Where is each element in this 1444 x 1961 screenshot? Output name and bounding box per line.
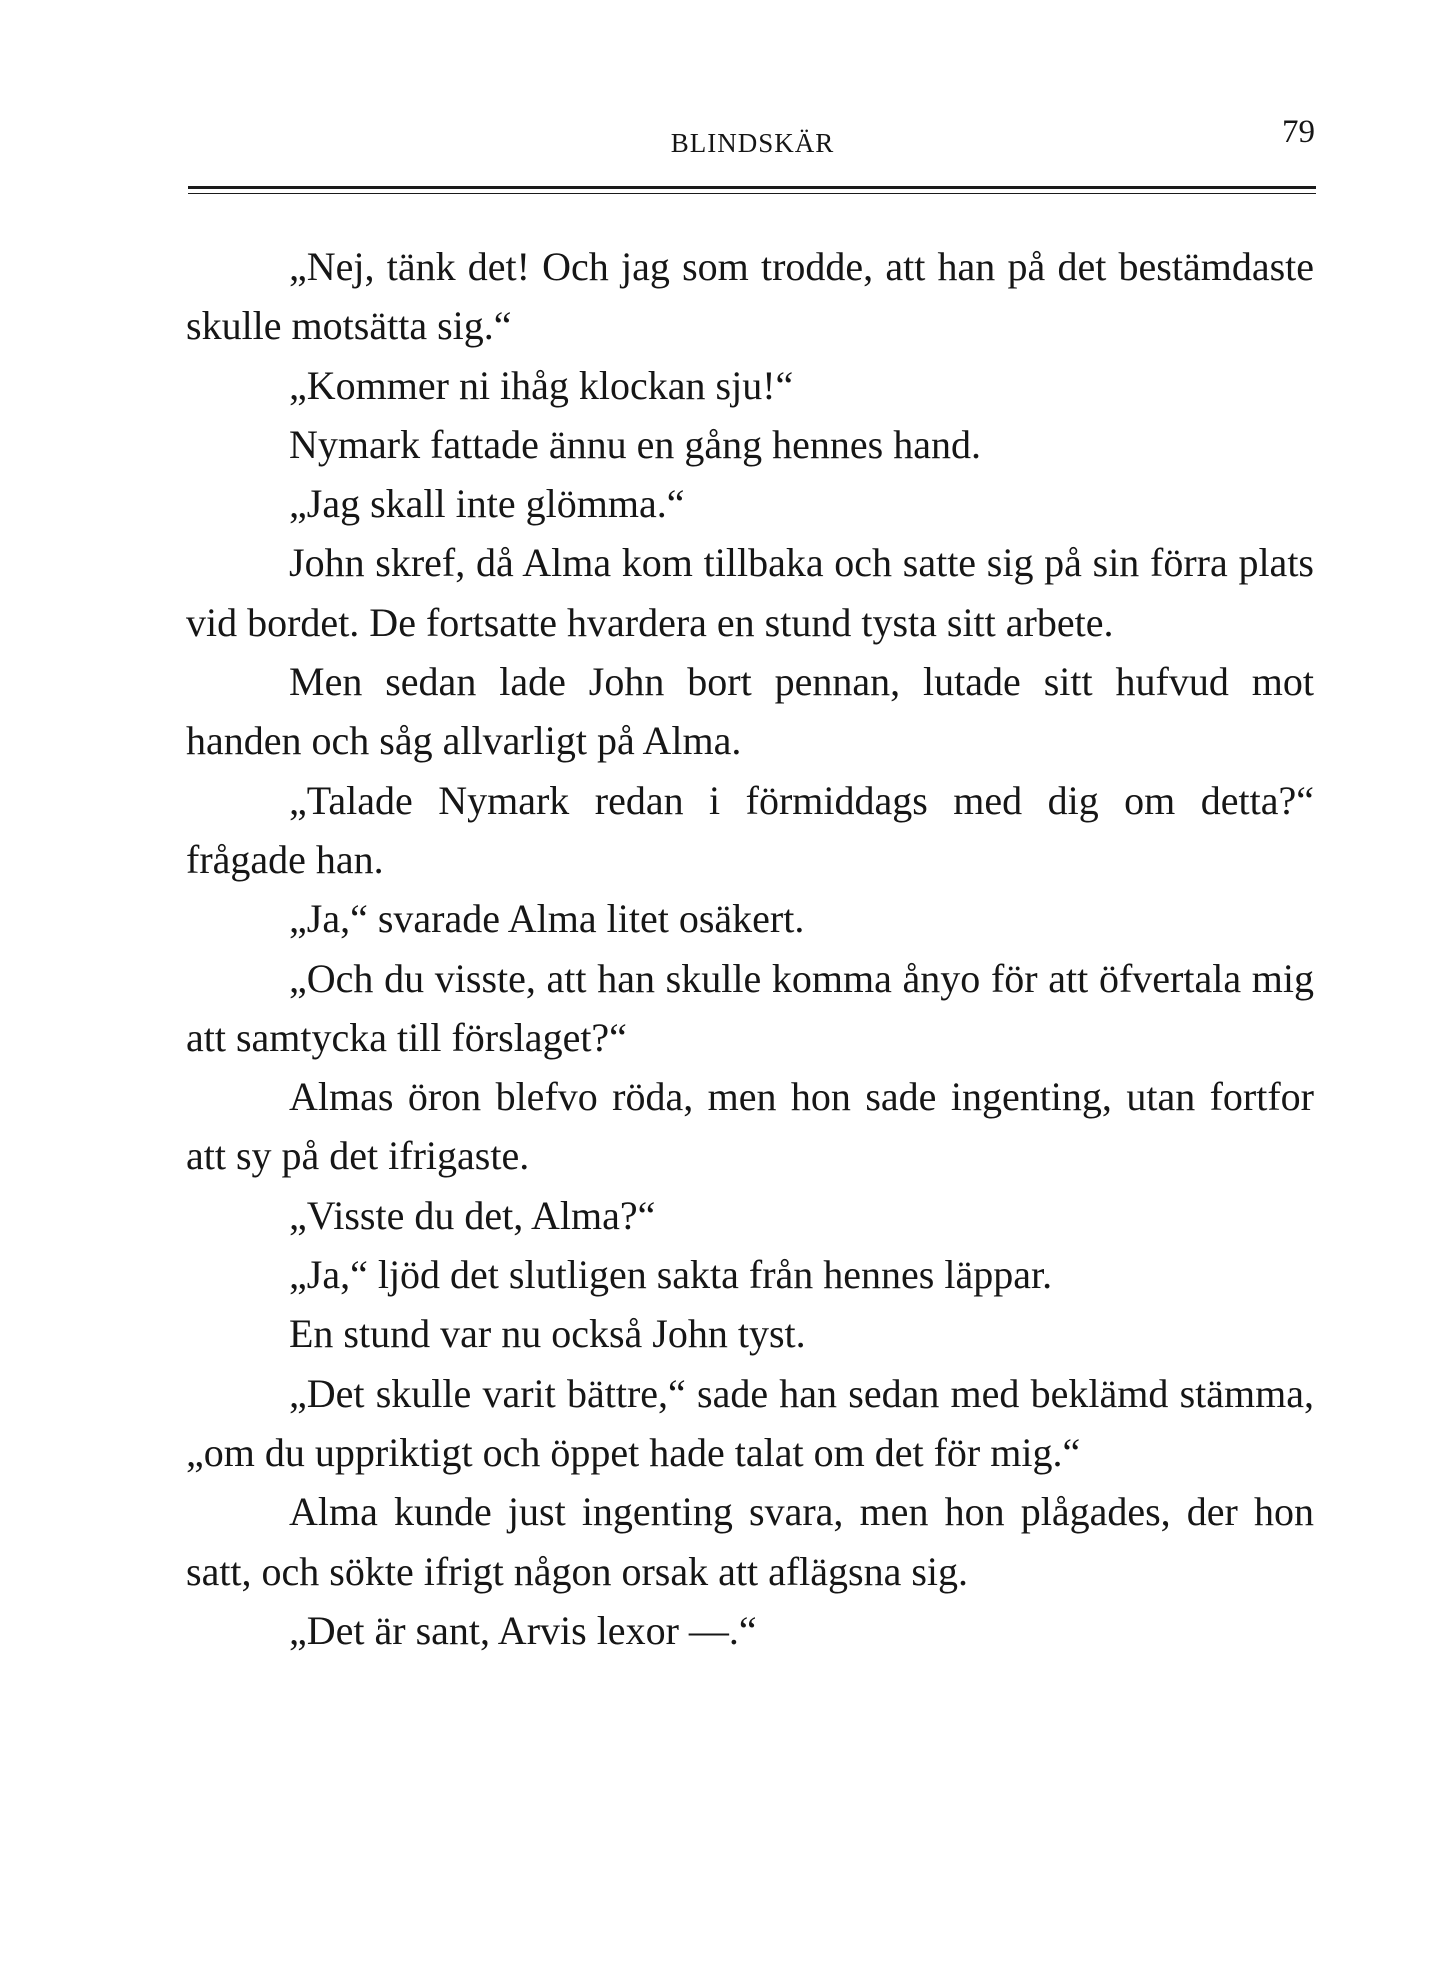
paragraph: Nymark fattade ännu en gång hennes hand.: [289, 421, 981, 467]
paragraph: „Det skulle varit bättre,“ sade han sedan med beklämd stämma, „om du uppriktigt och öppet hade talat om det för mig.“: [186, 1370, 1314, 1475]
paragraph: „Nej, tänk det! Och jag som trodde, att han på det bestämdaste skulle motsätta sig.“: [186, 244, 1314, 349]
paragraph: „Och du visste, att han skulle komma ånyo för att öfvertala mig att samtycka till förslaget?“: [186, 955, 1314, 1060]
paragraph: John skref, då Alma kom tillbaka och satte sig på sin förra plats vid bordet. De fortsatte hvardera en stund tysta sitt arbete.: [186, 540, 1314, 645]
page-number: 79: [1282, 114, 1315, 150]
paragraph: Alma kunde just ingenting svara, men hon plågades, der hon satt, och sökte ifrigt någon orsak att aflägsna sig.: [186, 1489, 1314, 1594]
paragraph: „Ja,“ svarade Alma litet osäkert.: [289, 896, 805, 942]
running-head: [190, 114, 1315, 162]
paragraph: „Jag skall inte glömma.“: [289, 481, 685, 527]
paragraph: „Talade Nymark redan i förmiddags med dig om detta?“ frågade han.: [186, 777, 1314, 882]
header-rule: [188, 186, 1316, 194]
paragraph: Almas öron blefvo röda, men hon sade ingenting, utan fortfor att sy på det ifrigaste.: [186, 1074, 1314, 1179]
body-text: [186, 237, 1314, 1660]
paragraph: „Visste du det, Alma?“: [289, 1192, 656, 1238]
paragraph: Men sedan lade John bort pennan, lutade sitt hufvud mot handen och såg allvarligt på Alma.: [186, 659, 1314, 764]
running-title: BLINDSKÄR: [670, 128, 835, 158]
paragraph: „Det är sant, Arvis lexor —.“: [289, 1607, 757, 1653]
paragraph: „Kommer ni ihåg klockan sju!“: [289, 362, 794, 408]
paragraph: „Ja,“ ljöd det slutligen sakta från hennes läppar.: [289, 1252, 1053, 1298]
paragraph: En stund var nu också John tyst.: [289, 1311, 806, 1357]
